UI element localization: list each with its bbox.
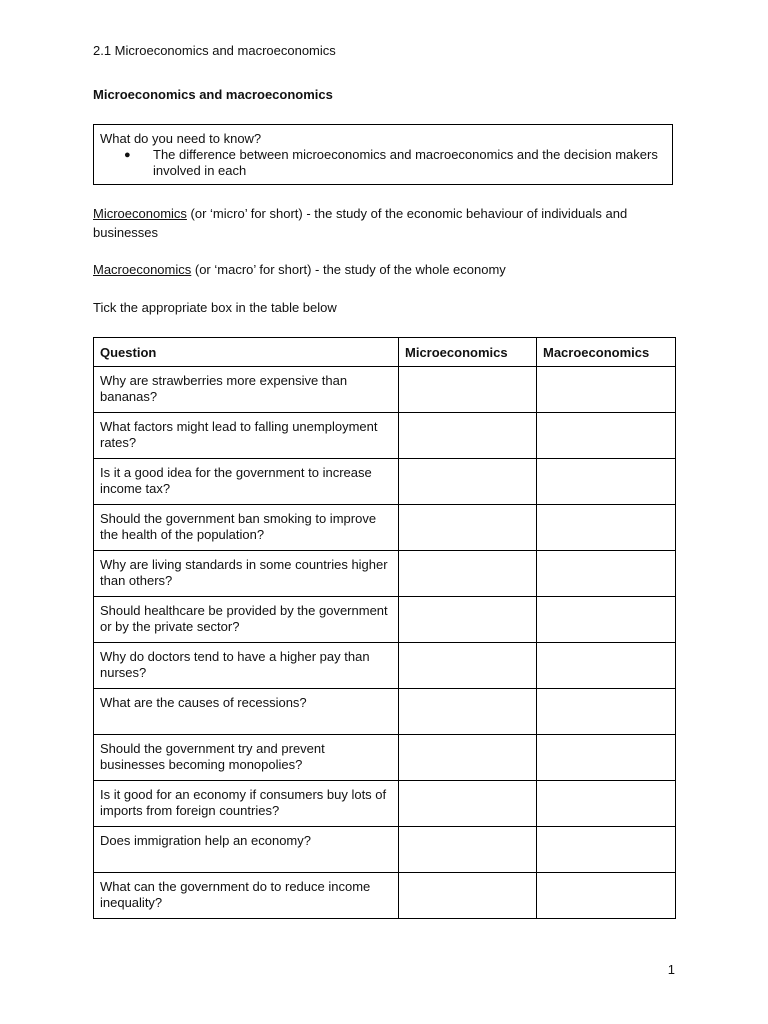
micro-tick-box[interactable] — [399, 735, 537, 781]
table-row — [94, 643, 676, 689]
table-header-row — [94, 338, 676, 367]
page-number: 1 — [667, 962, 675, 977]
header-question: Question — [94, 338, 399, 367]
term-macroeconomics: Macroeconomics — [93, 262, 192, 277]
micro-tick-box[interactable] — [399, 643, 537, 689]
table-row — [94, 827, 676, 873]
definition-micro-text: (or ‘micro’ for short) - the study of the economic behaviour of individuals and businesses — [93, 206, 628, 240]
question-cell: Why are living standards in some countries higher than others? — [94, 551, 399, 597]
need-to-know-box — [93, 124, 673, 185]
question-cell: Does immigration help an economy? — [94, 827, 399, 873]
table-row — [94, 735, 676, 781]
definition-macro — [93, 260, 673, 279]
table-row — [94, 689, 676, 735]
macro-tick-box[interactable] — [537, 689, 676, 735]
need-to-know-bullet — [124, 147, 672, 179]
micro-tick-box[interactable] — [399, 597, 537, 643]
macro-tick-box[interactable] — [537, 781, 676, 827]
question-table — [93, 337, 676, 919]
definition-micro — [93, 204, 673, 242]
micro-tick-box[interactable] — [399, 827, 537, 873]
table-row — [94, 551, 676, 597]
table-row — [94, 597, 676, 643]
table-row — [94, 413, 676, 459]
micro-tick-box[interactable] — [399, 459, 537, 505]
header-microeconomics: Microeconomics — [399, 338, 537, 367]
question-cell: What factors might lead to falling unemployment rates? — [94, 413, 399, 459]
micro-tick-box[interactable] — [399, 505, 537, 551]
macro-tick-box[interactable] — [537, 459, 676, 505]
macro-tick-box[interactable] — [537, 735, 676, 781]
question-cell: What can the government do to reduce income inequality? — [94, 873, 399, 919]
need-to-know-heading: What do you need to know? — [100, 131, 262, 146]
macro-tick-box[interactable] — [537, 505, 676, 551]
term-microeconomics: Microeconomics — [93, 206, 187, 221]
question-cell: Is it a good idea for the government to increase income tax? — [94, 459, 399, 505]
table-row — [94, 873, 676, 919]
macro-tick-box[interactable] — [537, 827, 676, 873]
question-cell: Should the government try and prevent businesses becoming monopolies? — [94, 735, 399, 781]
page-title: Microeconomics and macroeconomics — [93, 87, 333, 102]
table-row — [94, 781, 676, 827]
micro-tick-box[interactable] — [399, 689, 537, 735]
micro-tick-box[interactable] — [399, 413, 537, 459]
macro-tick-box[interactable] — [537, 643, 676, 689]
question-cell: Is it good for an economy if consumers buy lots of imports from foreign countries? — [94, 781, 399, 827]
macro-tick-box[interactable] — [537, 413, 676, 459]
instruction-text: Tick the appropriate box in the table below — [93, 300, 337, 315]
micro-tick-box[interactable] — [399, 551, 537, 597]
bullet-icon: ● — [124, 149, 131, 161]
question-cell: Why do doctors tend to have a higher pay than nurses? — [94, 643, 399, 689]
definition-macro-text: (or ‘macro’ for short) - the study of the whole economy — [191, 262, 506, 277]
question-cell: What are the causes of recessions? — [94, 689, 399, 735]
table-row — [94, 367, 676, 413]
micro-tick-box[interactable] — [399, 873, 537, 919]
macro-tick-box[interactable] — [537, 551, 676, 597]
table-row — [94, 459, 676, 505]
header-macroeconomics: Macroeconomics — [537, 338, 676, 367]
question-cell: Should the government ban smoking to improve the health of the population? — [94, 505, 399, 551]
section-heading: 2.1 Microeconomics and macroeconomics — [93, 43, 336, 58]
question-cell: Should healthcare be provided by the government or by the private sector? — [94, 597, 399, 643]
micro-tick-box[interactable] — [399, 367, 537, 413]
macro-tick-box[interactable] — [537, 367, 676, 413]
macro-tick-box[interactable] — [537, 597, 676, 643]
question-cell: Why are strawberries more expensive than bananas? — [94, 367, 399, 413]
table-row — [94, 505, 676, 551]
micro-tick-box[interactable] — [399, 781, 537, 827]
need-to-know-bullet-text: The difference between microeconomics and macroeconomics and the decision makers involved in each — [153, 147, 658, 178]
macro-tick-box[interactable] — [537, 873, 676, 919]
